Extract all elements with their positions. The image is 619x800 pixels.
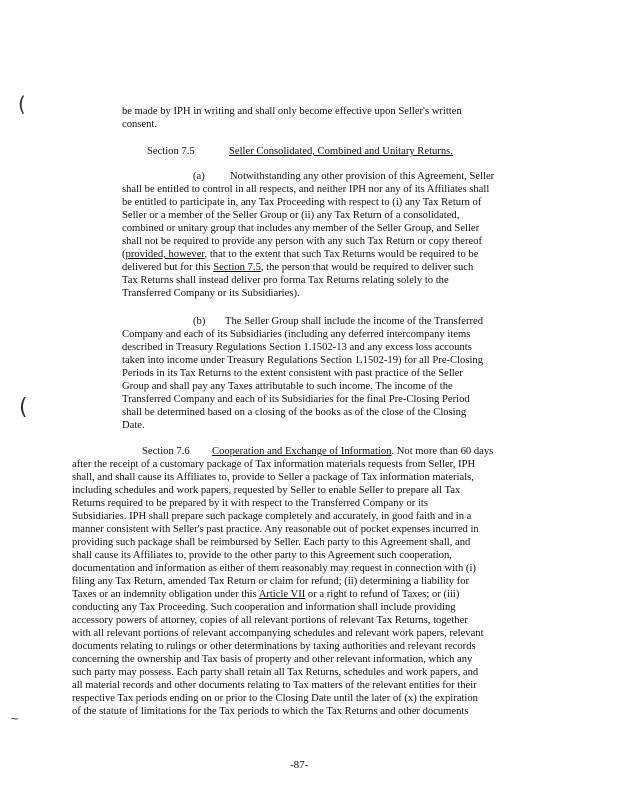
section-7-6-line: respective Tax periods ending on or prior to the Closing Date until the later of (x) the expiration bbox=[72, 693, 478, 704]
section-7-6-number: Section 7.6 bbox=[142, 446, 190, 457]
section-7-6-heading-line bbox=[212, 446, 493, 458]
section-7-6-line: Subsidiaries. IPH shall prepare such package completely and accurately, in good faith and in a bbox=[72, 511, 472, 522]
para-b-line: Company and each of its Subsidiaries (including any deferred intercompany items bbox=[122, 329, 471, 340]
para-b-line: described in Treasury Regulations Section 1.1502-13 and any excess loss accounts bbox=[122, 342, 472, 353]
para-b-first-line: The Seller Group shall include the income of the Transferred bbox=[225, 316, 484, 327]
para-a-line: shall be entitled to control in all respects, and neither IPH nor any of its Affiliates shall bbox=[122, 184, 490, 195]
art-start: Taxes or an indemnity obligation under this bbox=[72, 589, 259, 600]
para-b-line: shall be determined based on a closing of the books as of the close of the Closing bbox=[122, 407, 467, 418]
para-a-label: (a) bbox=[193, 171, 205, 182]
section-7-6-line: documents relating to rulings or other determinations by taxing authorities and relevant records bbox=[72, 641, 476, 652]
margin-mark-bottom: ~ bbox=[10, 712, 20, 725]
section-7-6-line: shall cause its Affiliates to, provide to the other party to this Agreement such cooperation, bbox=[72, 550, 452, 561]
section-7-6-title: Cooperation and Exchange of Information bbox=[212, 446, 392, 457]
para-a-line: shall not be required to provide any person with any such Tax Return or copy thereof bbox=[122, 236, 483, 247]
section-7-6-line: manner consistent with Seller's past practice. Any reasonable out of pocket expenses incurred in bbox=[72, 524, 479, 535]
section-7-6-line: providing such package shall be reimbursed by Seller. Each party to this Agreement shall, and bbox=[72, 537, 471, 548]
para-a-line: Seller or a member of the Seller Group or (ii) any Tax Return of a consolidated, bbox=[122, 210, 460, 221]
section-7-6-line: documentation and information as either of them reasonably may request in connection with (i) bbox=[72, 563, 476, 574]
section-7-6-line: shall, and shall cause its Affiliates to, provide to Seller a package of Tax information materials, bbox=[72, 472, 474, 483]
section-7-5-number: Section 7.5 bbox=[147, 146, 195, 157]
para-a-proviso-line: (provided, however, that to the extent that such Tax Returns would be required to be bbox=[122, 249, 479, 260]
article-vii-reference: Article VII bbox=[258, 589, 306, 600]
section-7-6-line: all material records and other documents relating to Tax matters of the relevant entities for their bbox=[72, 680, 477, 691]
section-7-6-line: accessory powers of attorney, copies of all relevant portions of relevant Tax Returns, together bbox=[72, 615, 468, 626]
section-7-6-line: after the receipt of a customary package of Tax information materials requests from Seller, IPH bbox=[72, 459, 476, 470]
section-7-6-line: with all relevant portions of relevant accompanying schedules and relevant work papers, relevant bbox=[72, 628, 484, 639]
section-7-6-line: filing any Tax Return, amended Tax Return or claim for refund; (ii) determining a liability for bbox=[72, 576, 470, 587]
para-a-line bbox=[122, 262, 473, 274]
intro-line: consent. bbox=[122, 119, 158, 130]
section-7-6-line: of the statute of limitations for the Tax periods to which the Tax Returns and other documents bbox=[72, 706, 469, 717]
section-7-6-line: concerning the ownership and Tax basis of property and other relevant information, which any bbox=[72, 654, 473, 665]
para-a-line: Tax Returns shall instead deliver pro forma Tax Returns relating solely to the bbox=[122, 275, 449, 286]
margin-mark-middle: ( bbox=[19, 395, 28, 420]
para-b-line: Transferred Company and each of its Subsidiaries for the final Pre-Closing Period bbox=[122, 394, 470, 405]
para-b-line: Group and shall pay any Taxes attributable to such income. The income of the bbox=[122, 381, 453, 392]
section-7-6-line bbox=[72, 589, 459, 601]
para-b-line: Periods in its Tax Returns to the extent consistent with past practice of the Seller bbox=[122, 368, 463, 379]
art-end: or a right to refund of Taxes; or (iii) bbox=[305, 589, 460, 600]
para-a-line: combined or unitary group that includes any member of the Seller Group, and Seller bbox=[122, 223, 480, 234]
proviso-term: provided, however bbox=[125, 249, 205, 260]
para-b-line: taken into income under Treasury Regulations Section 1.1502-19) for all Pre-Closing bbox=[122, 355, 484, 366]
para-b-line: Date. bbox=[122, 420, 145, 431]
section-7-5-title: Seller Consolidated, Combined and Unitary Returns. bbox=[229, 146, 453, 157]
intro-line: be made by IPH in writing and shall only become effective upon Seller's written bbox=[122, 106, 462, 117]
l7-end: , the person that would be required to deliver such bbox=[260, 262, 474, 273]
section-7-5-reference: Section 7.5 bbox=[213, 262, 261, 273]
para-a-line: Transferred Company or its Subsidiaries). bbox=[122, 288, 300, 299]
page-number: -87- bbox=[290, 759, 309, 771]
margin-mark-top: ( bbox=[18, 92, 26, 116]
proviso-rest: , that to the extent that such Tax Returns would be required to be bbox=[204, 249, 479, 260]
l7-start: delivered but for this bbox=[122, 262, 214, 273]
section-7-6-line: conducting any Tax Proceeding. Such cooperation and information shall include providing bbox=[72, 602, 456, 613]
section-7-6-line: including schedules and work papers, requested by Seller to enable Seller to prepare all Tax bbox=[72, 485, 461, 496]
para-a-first-line: Notwithstanding any other provision of this Agreement, Seller bbox=[230, 171, 495, 182]
section-7-6-line: Returns required to be prepared by it with respect to the Transferred Company or its bbox=[72, 498, 428, 509]
para-b-label: (b) bbox=[193, 316, 206, 327]
para-a-line: be entitled to participate in, any Tax Proceeding with respect to (i) any Tax Return of bbox=[122, 197, 482, 208]
section-7-6-line: such party may possess. Each party shall retain all Tax Returns, schedules and work papers, and bbox=[72, 667, 479, 678]
section-7-6-first-rest: . Not more than 60 days bbox=[391, 446, 494, 457]
